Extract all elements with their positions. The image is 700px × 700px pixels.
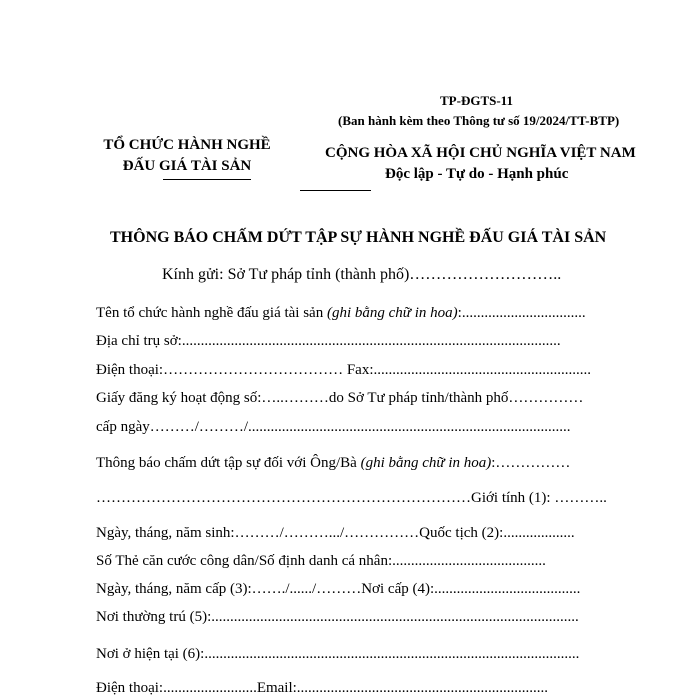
national-motto: Độc lập - Tự do - Hạnh phúc <box>385 166 569 182</box>
org-name-field <box>96 305 586 322</box>
registration-field: Giấy đăng ký hoạt động số:…..………do Sở Tư pháp tỉnh/thành phố…………… <box>96 390 584 406</box>
id-number-field: Số Thẻ căn cước công dân/Số định danh cá nhân:......................................... <box>96 553 546 569</box>
org-line-2: ĐẤU GIÁ TÀI SẢN <box>122 158 252 174</box>
national-title: CỘNG HÒA XÃ HỘI CHỦ NGHĨA VIỆT NAM <box>325 145 636 161</box>
notice-dots: :…………… <box>491 455 571 471</box>
document-title: THÔNG BÁO CHẤM DỨT TẬP SỰ HÀNH NGHỀ ĐẤU GIÁ TÀI SẢN <box>110 229 607 246</box>
dob-nationality-field: Ngày, tháng, năm sinh:………/……….../……………Quốc tịch (2):................... <box>96 525 575 541</box>
org-line-1: TỔ CHỨC HÀNH NGHỀ <box>103 137 271 153</box>
address-field: Địa chỉ trụ sở:..................................................................................................... <box>96 333 561 349</box>
org-name-dots: :................................. <box>457 305 586 321</box>
notice-label: Thông báo chấm dứt tập sự đối với Ông/Bà <box>96 455 361 471</box>
notice-hint: (ghi bằng chữ in hoa) <box>360 455 492 471</box>
issue-date-field: cấp ngày………/………/...................................................................................... <box>96 419 571 435</box>
form-code: TP-ĐGTS-11 <box>440 93 513 108</box>
notice-field <box>96 455 570 472</box>
name-gender-field: …………………………………………………………………Giới tính (1): ……….. <box>96 490 607 506</box>
permanent-residence-field: Nơi thường trú (5):.................................................................................................. <box>96 609 579 625</box>
phone-email-field: Điện thoại:.........................Email:................................................................... <box>96 680 549 696</box>
phone-fax-field: Điện thoại:……………………………… Fax:.......................................................... <box>96 362 591 378</box>
motto-underline <box>300 190 371 191</box>
recipient-line: Kính gửi: Sở Tư pháp tỉnh (thành phố)……………………….. <box>162 266 562 283</box>
current-residence-field: Nơi ở hiện tại (6):.................................................................................................... <box>96 646 580 662</box>
org-name-label: Tên tổ chức hành nghề đấu giá tài sản <box>96 305 327 321</box>
org-name-hint: (ghi bằng chữ in hoa) <box>326 305 458 321</box>
issued-under-note: (Ban hành kèm theo Thông tư số 19/2024/TT-BTP) <box>338 113 620 128</box>
id-issue-field: Ngày, tháng, năm cấp (3):……./....../………Nơi cấp (4):....................................... <box>96 581 581 597</box>
org-underline <box>163 179 251 180</box>
